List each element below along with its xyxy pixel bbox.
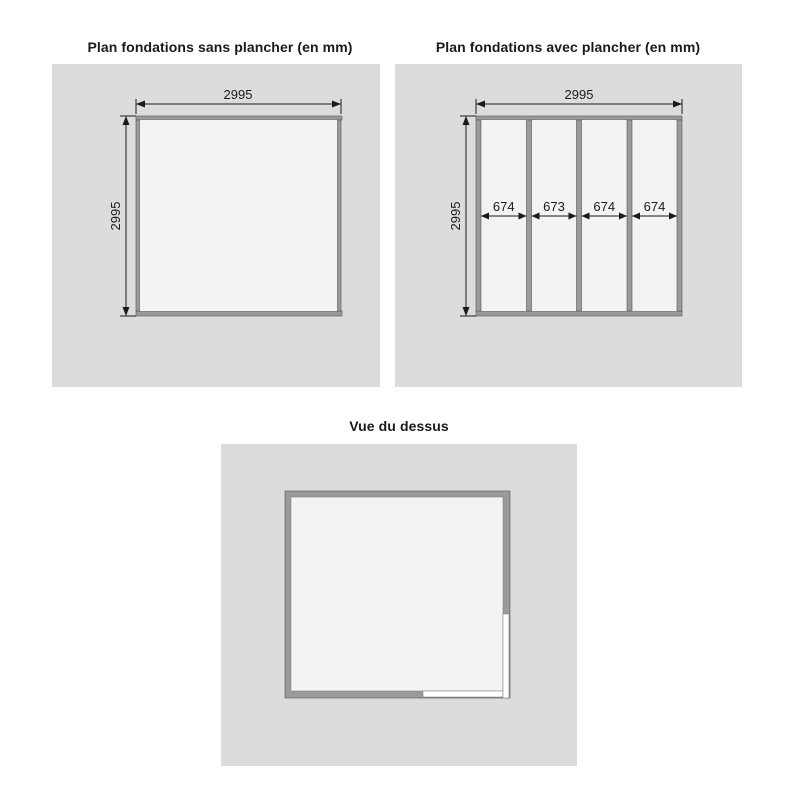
joist-5 — [677, 120, 682, 311]
foundation-with-floor-drawing — [395, 64, 742, 387]
height-arrow-bottom — [123, 307, 130, 316]
frame-bottom-beam — [476, 311, 682, 316]
top-view-panel — [221, 444, 577, 766]
foundation-without-floor-title: Plan fondations sans plancher (en mm) — [87, 39, 353, 55]
width-dimension-label: 2995 — [564, 87, 594, 102]
foundation-with-floor-title: Plan fondations avec plancher (en mm) — [435, 39, 701, 55]
joist-2 — [527, 120, 532, 311]
width-dimension-label: 2995 — [223, 87, 253, 102]
width-arrow-right — [673, 101, 682, 108]
top-view-drawing — [221, 444, 577, 766]
foundation-without-floor-drawing — [52, 64, 380, 387]
frame-right-post — [337, 120, 341, 311]
width-arrow-left — [136, 101, 145, 108]
height-arrow-top — [463, 116, 470, 125]
interior-floor — [291, 497, 503, 691]
door-opening-bottom — [423, 691, 503, 697]
frame-bottom-beam — [136, 311, 342, 316]
top-view-title: Vue du dessus — [349, 418, 449, 434]
bay-label-2: 673 — [543, 199, 565, 214]
frame-top-beam — [476, 116, 682, 120]
door-opening-right — [503, 614, 509, 698]
width-arrow-left — [476, 101, 485, 108]
joist-1 — [476, 120, 481, 311]
bay-label-1: 674 — [492, 199, 515, 214]
width-arrow-right — [332, 101, 341, 108]
height-arrow-top — [123, 116, 130, 125]
height-arrow-bottom — [463, 307, 470, 316]
frame-interior — [140, 120, 337, 311]
joist-4 — [627, 120, 632, 311]
foundation-without-floor-panel — [52, 64, 380, 387]
foundation-with-floor-panel — [395, 64, 742, 387]
joist-3 — [577, 120, 582, 311]
bay-label-3: 674 — [593, 199, 616, 214]
frame-top-beam — [136, 116, 342, 120]
height-dimension-label: 2995 — [108, 201, 123, 231]
frame-left-post — [136, 120, 140, 311]
bay-label-4: 674 — [643, 199, 666, 214]
height-dimension-label: 2995 — [448, 201, 463, 231]
